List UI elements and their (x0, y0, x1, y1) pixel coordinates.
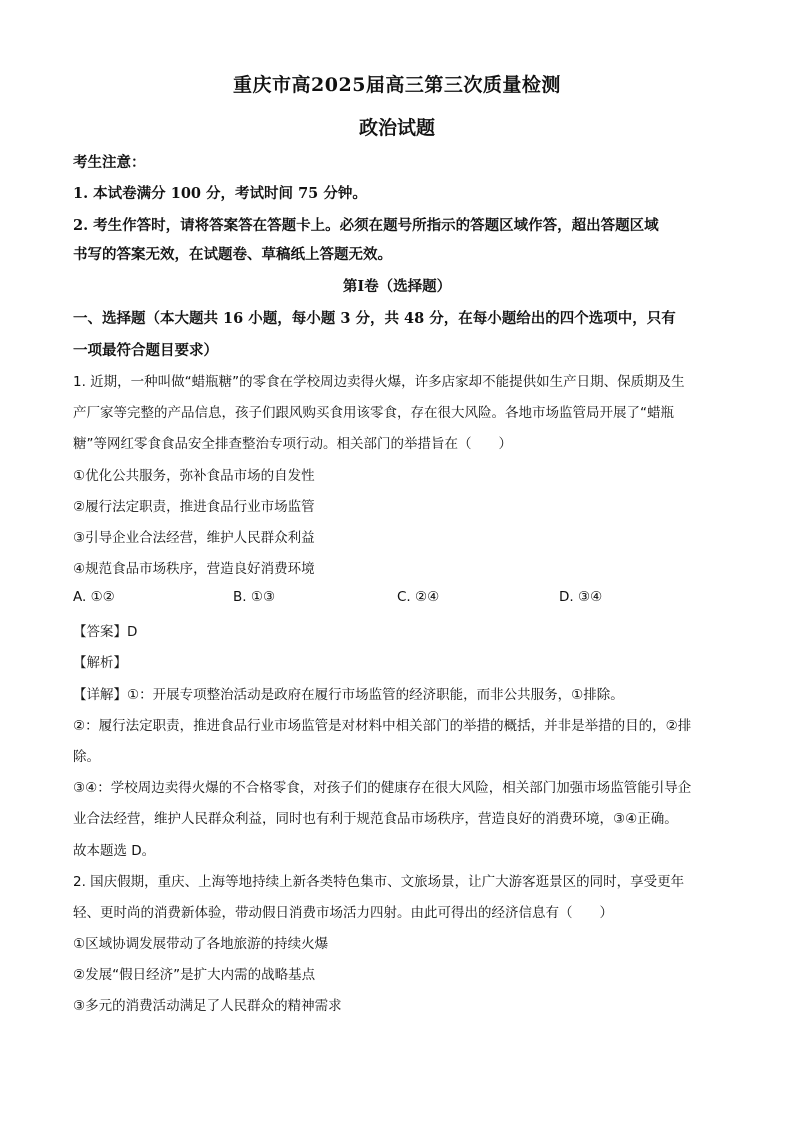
q1-stem-line-1: 1. 近期，一种叫做“蜡瓶糖”的零食在学校周边卖得火爆，许多店家却不能提供如生产日期、保质期及生 (73, 374, 685, 390)
q2-statement-2: ②发展“假日经济”是扩大内需的战略基点 (73, 967, 316, 983)
q1-option-b: B. ①③ (233, 589, 276, 605)
q1-statement-1: ①优化公共服务，弥补食品市场的自发性 (73, 468, 315, 484)
q1-conclusion: 故本题选 D。 (73, 843, 156, 859)
q2-statement-3: ③多元的消费活动满足了人民群众的精神需求 (73, 998, 342, 1014)
q1-analysis-1: 【详解】①：开展专项整治活动是政府在履行市场监管的经济职能，而非公共服务，①排除。 (73, 687, 624, 703)
q1-option-c: C. ②④ (397, 589, 440, 605)
notice-item-1: 1. 本试卷满分 100 分，考试时间 75 分钟。 (73, 185, 367, 202)
exam-title: 重庆市高2025届高三第三次质量检测 (233, 74, 561, 96)
q1-answer: 【答案】D (73, 624, 138, 640)
notice-item-2-line-2: 书写的答案无效，在试题卷、草稿纸上答题无效。 (73, 246, 392, 263)
q1-stem-line-3: 糖”等网红零食食品安全排查整治专项行动。相关部门的举措旨在（ ） (73, 436, 512, 452)
q1-analysis-3-line-1: ③④：学校周边卖得火爆的不合格零食，对孩子们的健康存在很大风险，相关部门加强市场监管能引导企 (73, 780, 692, 796)
q1-analysis-label: 【解析】 (73, 655, 127, 671)
notice-heading: 考生注意： (73, 154, 146, 171)
q1-analysis-2-line-2: 除。 (73, 749, 100, 765)
q1-stem-line-2: 产厂家等完整的产品信息，孩子们跟风购买食用该零食，存在很大风险。各地市场监管局开展了“蜡瓶 (73, 405, 674, 421)
exam-subtitle: 政治试题 (358, 117, 435, 139)
q2-statement-1: ①区域协调发展带动了各地旅游的持续火爆 (73, 936, 329, 952)
q1-statement-3: ③引导企业合法经营，维护人民群众利益 (73, 530, 315, 546)
q1-analysis-3-line-2: 业合法经营，维护人民群众利益，同时也有利于规范食品市场秩序，营造良好的消费环境，③④正确。 (73, 811, 678, 827)
q1-option-a: A. ①② (73, 589, 115, 605)
notice-item-2-line-1: 2. 考生作答时，请将答案答在答题卡上。必须在题号所指示的答题区域作答，超出答题区域 (73, 217, 659, 234)
part-heading-line-2: 一项最符合题目要求） (73, 342, 218, 359)
q1-analysis-2-line-1: ②：履行法定职责，推进食品行业市场监管是对材料中相关部门的举措的概括，并非是举措的目的，②排 (73, 718, 692, 734)
q2-stem-line-1: 2. 国庆假期，重庆、上海等地持续上新各类特色集市、文旅场景，让广大游客逛景区的同时，享受更年 (73, 874, 685, 890)
q1-option-d: D. ③④ (559, 589, 603, 605)
part-heading-line-1: 一、选择题（本大题共 16 小题，每小题 3 分，共 48 分，在每小题给出的四个选项中，只有 (73, 310, 676, 327)
q2-stem-line-2: 轻、更时尚的消费新体验，带动假日消费市场活力四射。由此可得出的经济信息有（ ） (73, 905, 613, 921)
volume-heading: 第Ⅰ卷（选择题） (342, 278, 452, 295)
q1-statement-4: ④规范食品市场秩序，营造良好消费环境 (73, 561, 315, 577)
q1-statement-2: ②履行法定职责，推进食品行业市场监管 (73, 499, 315, 515)
